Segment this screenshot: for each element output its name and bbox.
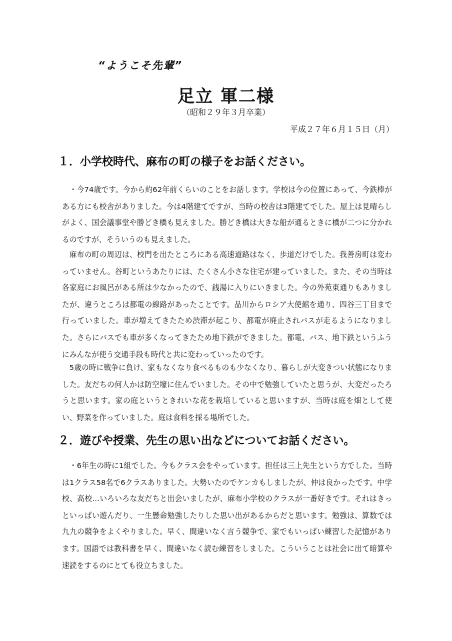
section-1-paragraph-2: 麻布の町の周辺は、校門を出たところにある高速道路はなく、歩道だけでした。我善房町は変わっていません。谷町というあたりには、たくさん小さな住宅が建っていました。また、その当時は各家庭にお風呂がある所は少なかったので、銭湯に入りにいきました。今の外苑東通りもありましたが、違うところは都電の線路があったことです。品川からロシア大使館を通り、四谷三丁目まで行っていました。車が増えてきたため渋滞が起こり、都電が廃止されバスが走るようになりました。さらにバスでも車が多くなってきたため地下鉄ができました。都電、バス、地下鉄というふうにみんなが使う交通手段も時代と共に変わっていったのです。 <box>62 250 392 359</box>
document-date: 平成２７年６月１５日（月） <box>290 125 394 134</box>
section-heading-1: １．小学校時代、麻布の町の様子をお話ください。 <box>58 155 311 168</box>
welcome-caption: “ようこそ先輩” <box>98 60 183 72</box>
section-1-paragraph-3: 5歳の時に戦争に負け、家もなくなり食べるものも少なくなり、暮らしが大変きつい状態になりました。友だちの何人かは防空壕に住んでいました。その中で勉強していたと思うが、大変だったろうと思います。家の庭というときれいな花を栽培していると思いますが、当時は庭を畑として使い、野菜を作っていました。庭は食料を採る場所でした。 <box>62 363 392 422</box>
graduation-note: （昭和２９年３月卒業） <box>182 108 270 117</box>
section-heading-2: ２．遊びや授業、先生の思い出などについてお話ください。 <box>58 434 355 447</box>
page-title: 足立 軍二様 <box>177 87 275 107</box>
section-2-paragraph-1: ・6年生の時に1組でした。今もクラス会をやっています。担任は三上先生という方でした。当時は1クラス58名で6クラスありました。大勢いたのでケンカもしましたが、仲は良かったです。中学校、高校…いろいろな友だちと出会いましたが、麻布小学校のクラスが一番好きです。それはきっといっぱい遊んだり、一生懸命勉強したりした思い出があるからだと思います。勉強は、算数では九九の競争をよくやりました。早く、間違いなく言う競争で、家でもいっぱい練習した記憶があります。国語では教科書を早く、間違いなく読む練習をしました。こういうことは社会に出て暗算や速読をするのにとても役立ちました。 <box>62 461 392 570</box>
section-1-paragraph-1: ・今74歳です。今から約62年前くらいのことをお話します。学校は今の位置にあって、今鉄棒がある方にも校舎がありました。今は4階建てですが、当時の校舎は3階建てでした。屋上は見晴らしがよく、国会議事堂や勝どき橋も見えました。勝どき橋は大きな船が通るときに橋が二つに分かれるのですが、そういうのも見えました。 <box>62 185 392 244</box>
